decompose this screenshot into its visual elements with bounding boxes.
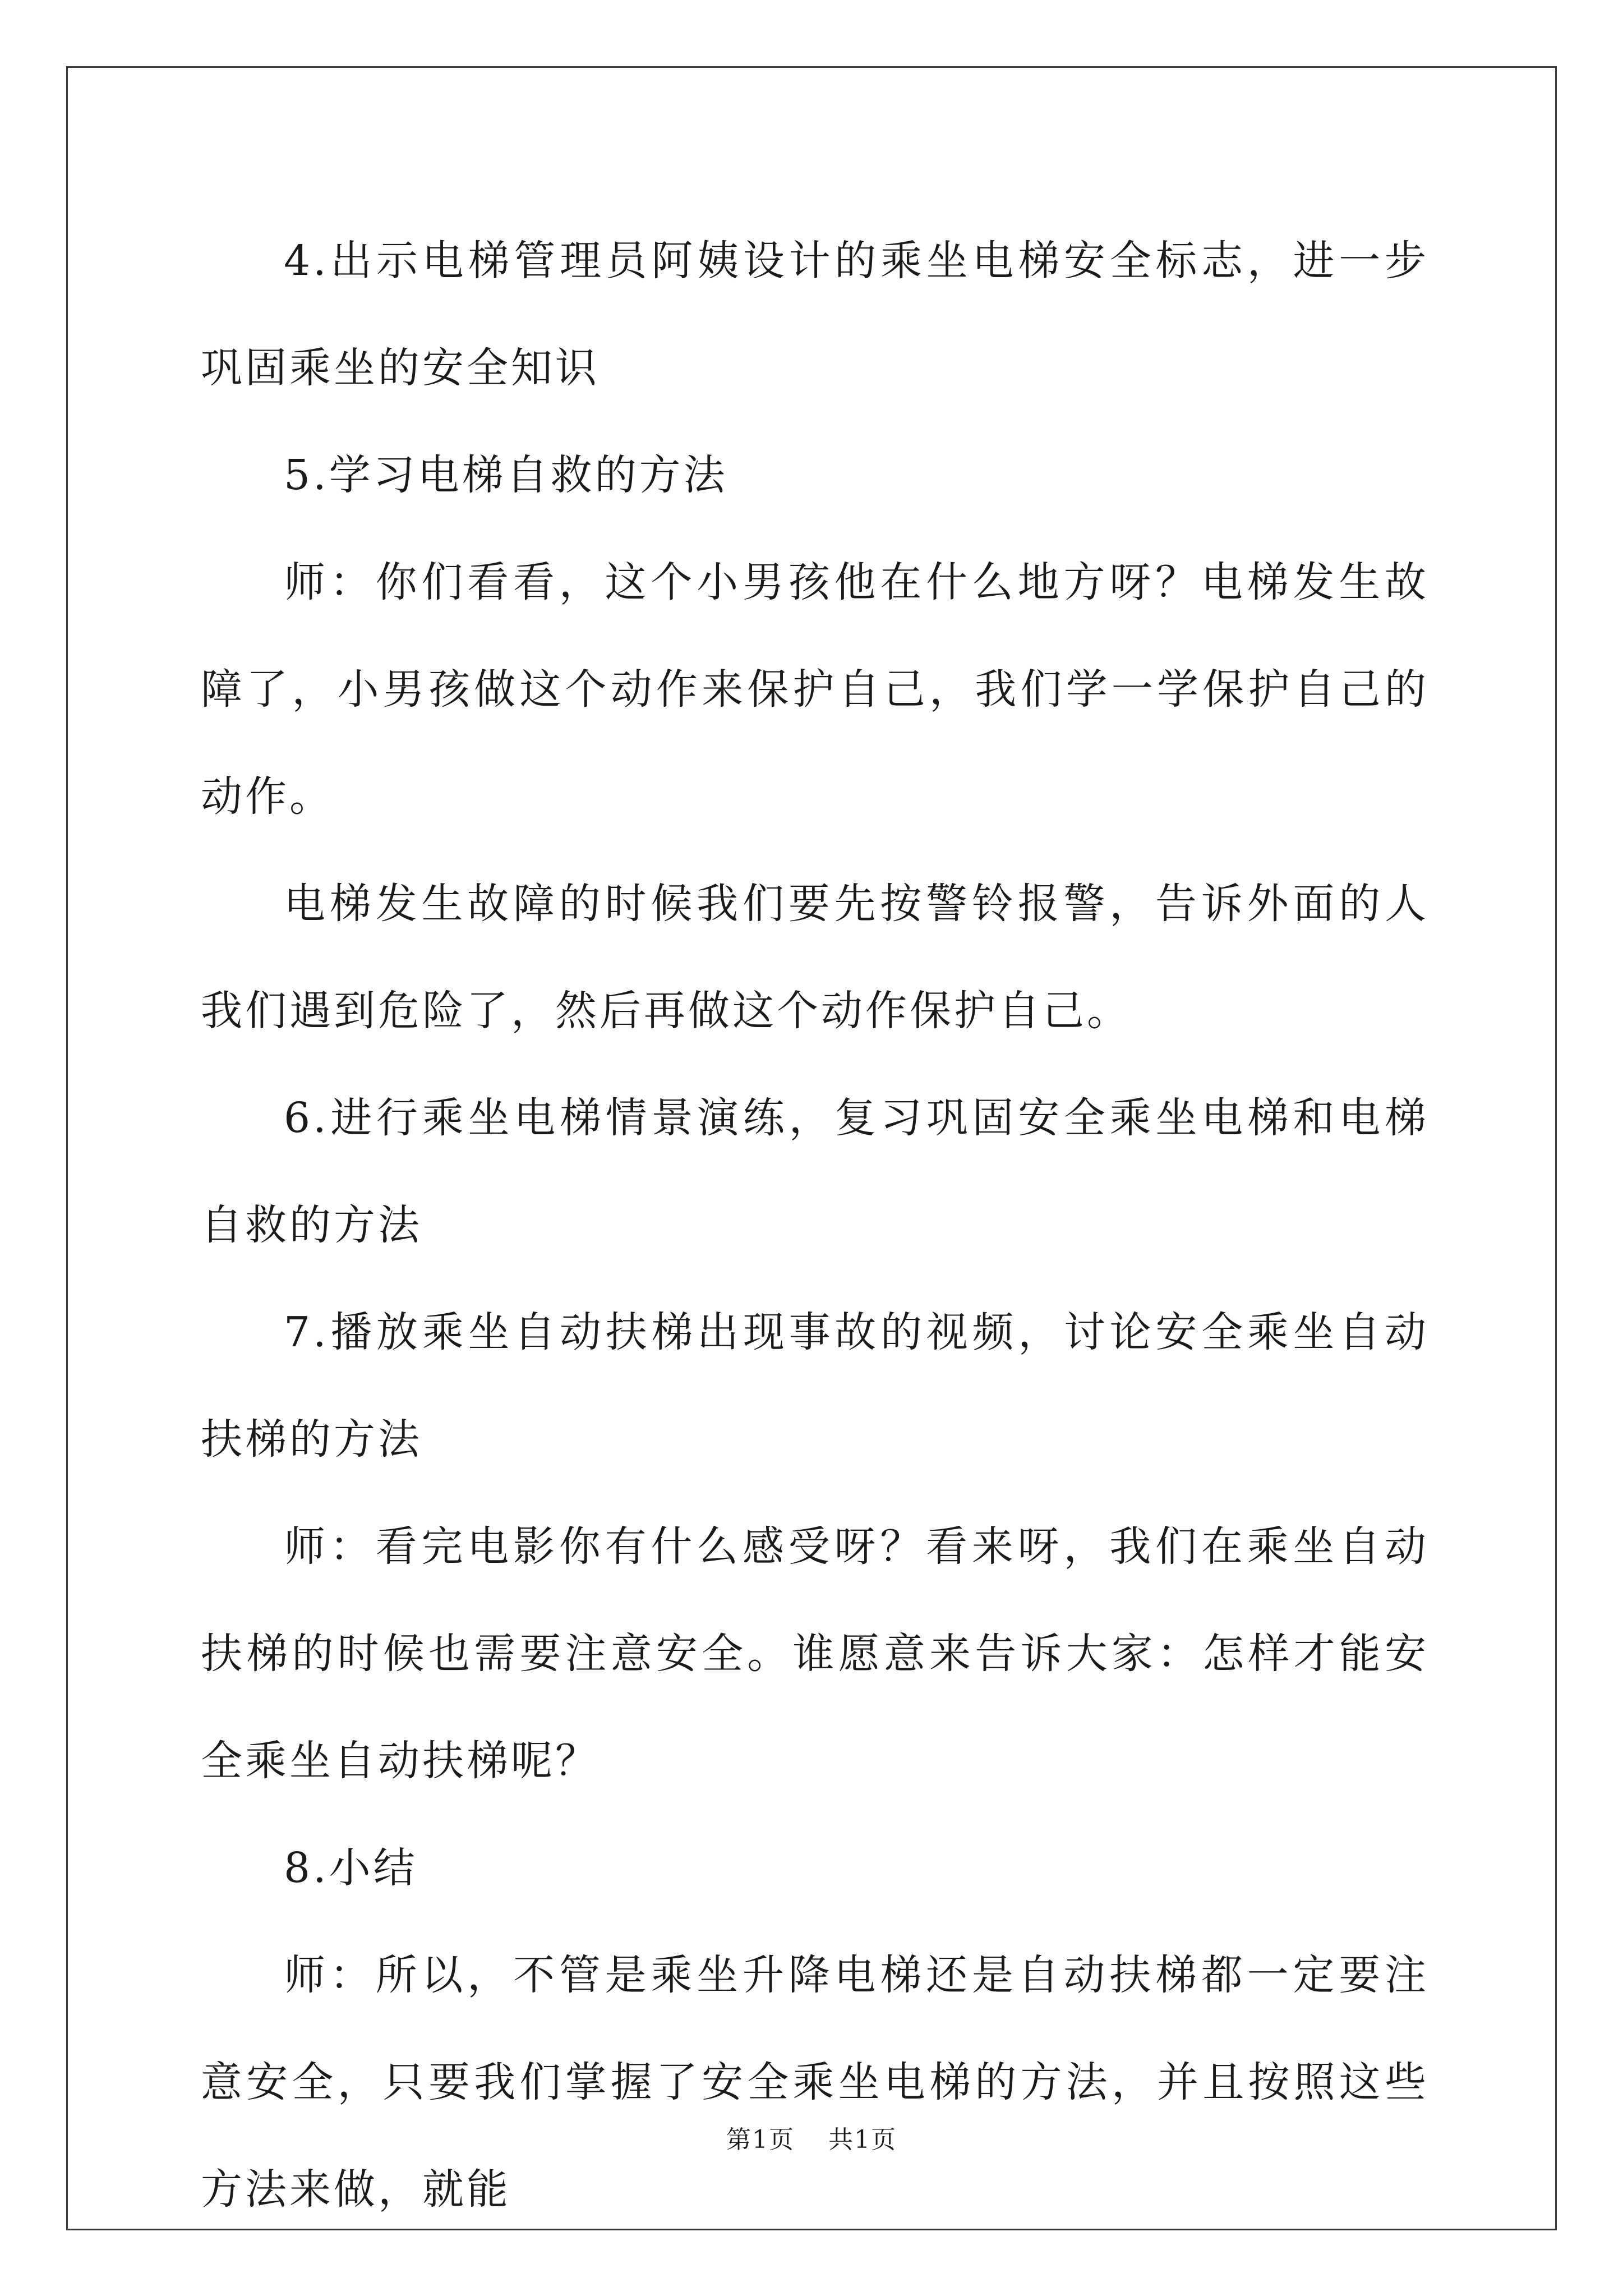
paragraph-step-4: 4.出示电梯管理员阿姨设计的乘坐电梯安全标志，进一步巩固乘坐的安全知识	[201, 237, 1429, 392]
page-total: 共1页	[828, 2125, 897, 2154]
paragraph-step-7: 7.播放乘坐自动扶梯出现事故的视频，讨论安全乘坐自动扶梯的方法	[201, 1308, 1429, 1464]
paragraph-teacher-2: 师：看完电影你有什么感受呀？看来呀，我们在乘坐自动扶梯的时候也需要注意安全。谁愿意来告诉大家：怎样才能安全乘坐自动扶梯呢？	[201, 1522, 1429, 1785]
page-footer	[0, 2119, 1623, 2155]
paragraph-step-5: 5.学习电梯自救的方法	[284, 451, 728, 499]
page-number: 第1页	[726, 2125, 795, 2154]
paragraph-teacher-1: 师：你们看看，这个小男孩他在什么地方呀？电梯发生故障了，小男孩做这个动作来保护自己，我们学一学保护自己的动作。	[201, 558, 1429, 821]
paragraph-alarm: 电梯发生故障的时候我们要先按警铃报警，告诉外面的人我们遇到危险了，然后再做这个动作保护自己。	[201, 880, 1429, 1035]
paragraph-step-8: 8.小结	[284, 1844, 418, 1892]
paragraph-teacher-3: 师：所以，不管是乘坐升降电梯还是自动扶梯都一定要注意安全，只要我们掌握了安全乘坐电梯的方法，并且按照这些方法来做，就能	[201, 1951, 1429, 2214]
document-body	[201, 208, 1429, 2243]
paragraph-step-6: 6.进行乘坐电梯情景演练，复习巩固安全乘坐电梯和电梯自救的方法	[201, 1094, 1429, 1249]
